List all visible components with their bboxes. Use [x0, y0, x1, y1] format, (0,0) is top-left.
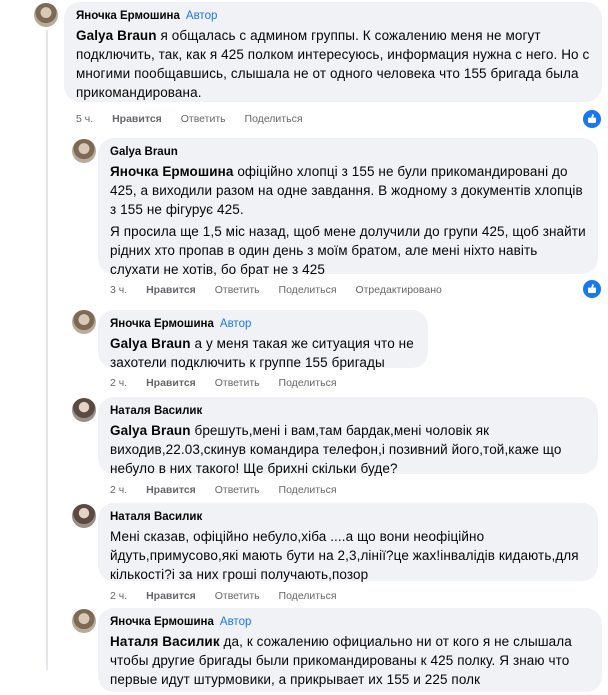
comment-text: Я просила ще 1,5 міс назад, щоб мене долучили до групи 425, щоб знайти рідних хто пропав в один день з моїм братом, але мені ніхто навіть слухати не хотів, бо брат не з 425 — [110, 224, 586, 277]
share-button[interactable]: Поделиться — [244, 113, 303, 125]
comment-text: Galya Braun брешуть,мені і вам,там бардак,мені чоловік як виходив,22.03,скинув командира телефон,і позивний його,той,каже що небуло в них такого! Ще брихні скільки буде? — [110, 423, 562, 476]
comment-author[interactable]: Galya Braun — [110, 146, 178, 158]
comment-time[interactable]: 5 ч. — [76, 113, 94, 125]
comment-bubble — [98, 397, 598, 474]
reply-button[interactable]: Ответить — [214, 590, 260, 602]
like-reaction-icon[interactable] — [583, 280, 601, 298]
comment-bubble — [98, 503, 598, 581]
mention-link[interactable]: Galya Braun — [110, 423, 191, 438]
comment-bubble — [98, 608, 602, 692]
mention-link[interactable]: Наталя Василик — [110, 634, 220, 649]
comment-actions — [110, 590, 353, 602]
avatar[interactable] — [72, 139, 96, 163]
share-button[interactable]: Поделиться — [278, 377, 337, 389]
mention-link[interactable]: Galya Braun — [76, 28, 157, 43]
comment-time[interactable]: 2 ч. — [110, 484, 128, 496]
reply-button[interactable]: Ответить — [214, 377, 260, 389]
comment-bubble — [98, 310, 428, 368]
comment-text: Яночка Ермошина офіційно хлопці з 155 не були прикомандировані до 425, а виходили разом на одне завдання. В жодному з документів хлопців з 155 не фігурує 425. — [110, 164, 583, 217]
like-button[interactable]: Нравится — [146, 284, 196, 296]
comment-author[interactable]: Яночка Ермошина — [110, 616, 214, 628]
share-button[interactable]: Поделиться — [278, 484, 337, 496]
comment-actions — [76, 113, 319, 125]
comment-author[interactable]: Яночка Ермошина — [110, 318, 214, 330]
share-button[interactable]: Поделиться — [278, 590, 337, 602]
comment-text: Galya Braun а у меня такая же ситуация что не захотели подключить к группе 155 бригады — [110, 336, 414, 370]
comment-actions — [110, 484, 353, 496]
comment-time[interactable]: 3 ч. — [110, 284, 128, 296]
comment-text: Мені сказав, офіційно небуло,хіба ....а що вони неофіційно йдуть,примусово,які мають бути на 2,3,лінії?це жах!інвалідів кидають,для кількості?і за них гроші получають,позор — [110, 529, 579, 582]
comment-author[interactable]: Яночка Ермошина — [76, 10, 180, 22]
like-button[interactable]: Нравится — [146, 377, 196, 389]
like-reaction-icon[interactable] — [583, 110, 601, 128]
author-badge: Автор — [185, 10, 218, 22]
like-button[interactable]: Нравится — [146, 484, 196, 496]
comment-actions — [110, 377, 353, 389]
thread-line — [46, 30, 48, 670]
avatar[interactable] — [72, 504, 96, 528]
author-badge: Автор — [219, 318, 252, 330]
comment-actions — [110, 284, 458, 296]
reply-button[interactable]: Ответить — [214, 484, 260, 496]
comment-bubble — [98, 138, 598, 277]
comment-time[interactable]: 2 ч. — [110, 590, 128, 602]
mention-link[interactable]: Galya Braun — [110, 336, 191, 351]
author-badge: Автор — [219, 616, 252, 628]
comment-time[interactable]: 2 ч. — [110, 377, 128, 389]
comment-bubble — [64, 2, 602, 102]
comment-author[interactable]: Наталя Василик — [110, 405, 203, 417]
avatar[interactable] — [72, 310, 96, 334]
comment-text: Galya Braun я общалась с админом группы. К сожалению меня не могут подключить, так, как я 425 полком интересуюсь, информация нужна с него. Но с многими пообщавшись, слышала не от одного человека что 155 бригада была прикомандирована. — [76, 28, 590, 100]
avatar[interactable] — [72, 609, 96, 633]
edited-label[interactable]: Отредактировано — [355, 284, 442, 296]
mention-link[interactable]: Яночка Ермошина — [110, 164, 234, 179]
comment-text: Наталя Василик да, к сожалению официально ни от кого я не слышала чтобы другие бригады были прикомандированы к 425 полку. Я знаю что первые идут штурмовики, а прикрывает их 155 и 225 полк — [110, 634, 572, 687]
reply-button[interactable]: Ответить — [214, 284, 260, 296]
avatar[interactable] — [72, 398, 96, 422]
avatar[interactable] — [34, 3, 58, 27]
share-button[interactable]: Поделиться — [278, 284, 337, 296]
like-button[interactable]: Нравится — [112, 113, 162, 125]
comment-author[interactable]: Наталя Василик — [110, 511, 203, 523]
like-button[interactable]: Нравится — [146, 590, 196, 602]
reply-button[interactable]: Ответить — [180, 113, 226, 125]
